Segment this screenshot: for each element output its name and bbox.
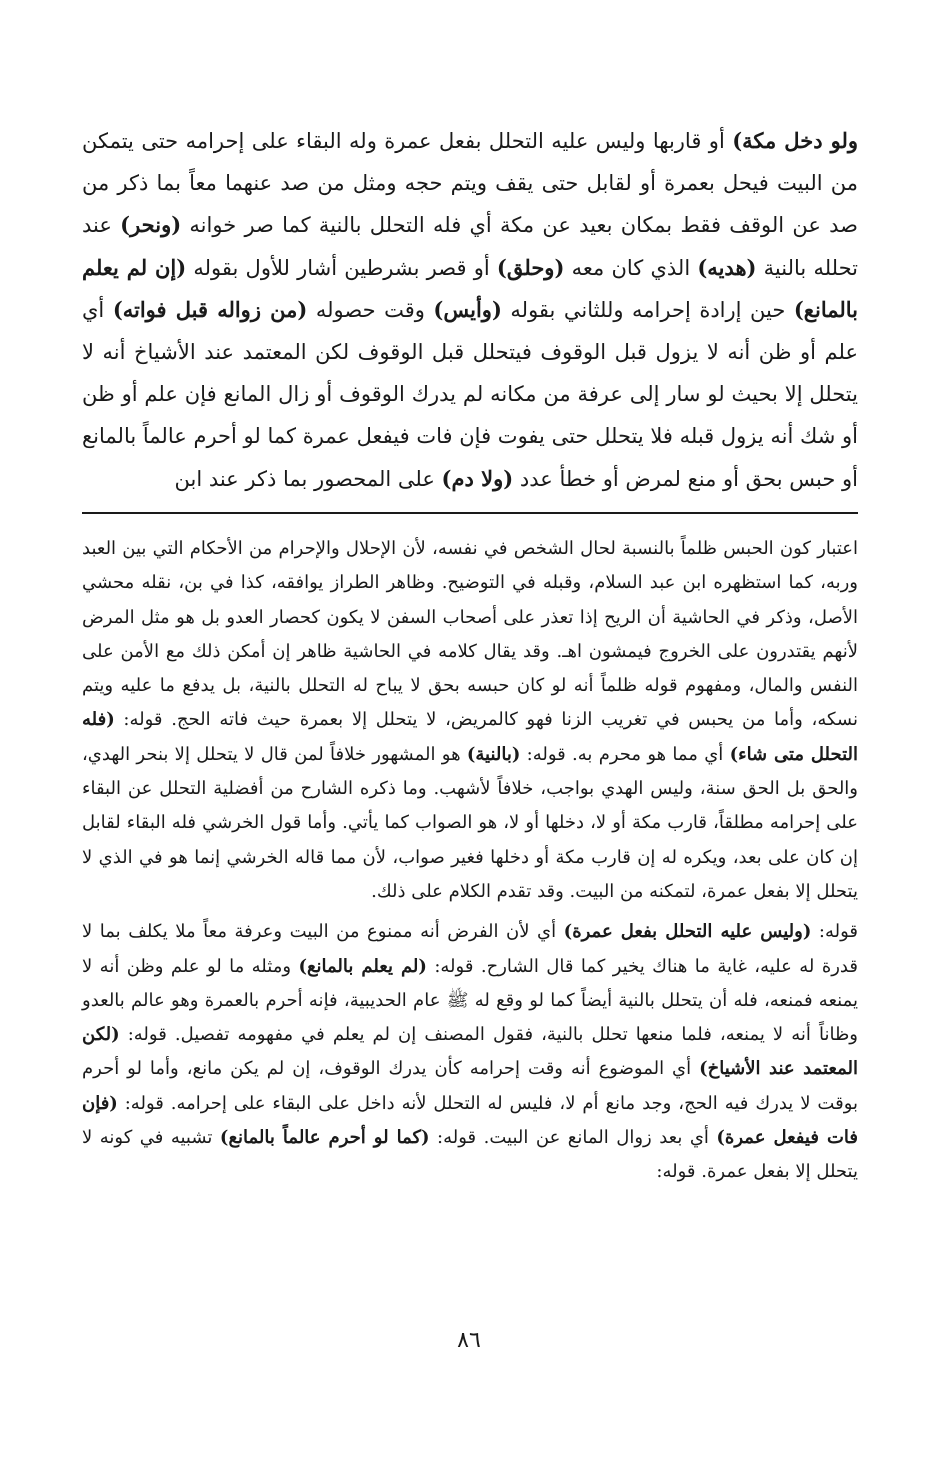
footnote-bold-quote: (كما لو أحرم عالماً بالمانع) [219, 1127, 430, 1149]
main-text-run: أو قاربها وليس عليه التحلل بفعل عمرة وله البقاء على إحرامه حتى يتمكن من البيت فيحل بعمرة أو لقابل حتى يقف ويتم حجه ومثل من صد عنهما معاً بما ذكر من صد عن الوقف فقط بمكان بعيد عن مكة أي فله التحلل بالنية كما صر خوانه [82, 129, 858, 238]
main-text-bold-quote: (إن لم يعلم بالمانع) [82, 254, 858, 322]
main-text-bold-quote: (من زواله قبل فواته) [112, 296, 308, 322]
footnote-run: اعتبار كون الحبس ظلماً بالنسبة لحال الشخص في نفسه، لأن الإحلال والإحرام من الأحكام التي بين العبد وربه، كما استظهره ابن عبد السلام، وقبله في التوضيح. وظاهر الطراز يوافقه، كذا في بن، نقله محشي الأصل، وذكر في الحاشية أن الريح إذا تعذر على أصحاب السفن لا يكون كحصار العدو بل هو مثل المرض لأنهم يقتدرون على الخروج فيمشون اهـ. وقد يقال كلامه في الحاشية ظاهر إن أمكن ذلك مع الأمن على النفس والمال، ومفهوم قوله ظلماً أنه لو كان حبسه بحق لا يباح له التحلل بالنية، بل يدفع ما عليه ويتم نسكه، وأما من يحبس في تغريب الزنا فهو كالمريض، لا يتحلل إلا بعمرة حيث فاته الحج. قوله: [82, 538, 859, 731]
footnote-run: هو المشهور خلافاً لمن قال لا يتحلل إلا بنحر الهدي، والحق بل الحق سنة، وليس الهدي بواجب، خلافاً لأشهب. وما ذكره الشارح من أفضلية التحلل عن البقاء على إحرامه مطلقاً، قارب مكة أو لا، دخلها أو لا، هو الصواب كما يأتي. وأما قول الخرشي فله البقاء لقابل إن كان على بعد، ويكره له إن قارب مكة أو دخلها فغير صواب، لأن مما قاله الخرشي إنما هو في الذي لا يتحلل إلا بفعل عمرة، لتمكنه من البيت. وقد تقدم الكلام على ذلك. [82, 743, 858, 902]
footnote-bold-quote: (بالنية) [466, 743, 521, 765]
main-text-run: حين إرادة إحرامه وللثاني بقوله [501, 297, 794, 322]
footnote-bold-quote: (لم يعلم بالمانع) [298, 955, 427, 977]
main-text-bold-quote: (وأيس) [433, 296, 502, 322]
footnote-commentary [82, 532, 858, 1190]
main-text-run: وقت حصوله [307, 297, 434, 322]
main-text-bold-quote: (وحلق) [496, 254, 565, 280]
page-number: ٨٦ [457, 1328, 481, 1353]
main-text-run: الذي كان معه [564, 255, 698, 280]
main-text-run: أو قصر بشرطين أشار للأول بقوله [186, 255, 497, 280]
main-text-run: عند تحلله بالنية [82, 213, 859, 280]
footnote-paragraph [82, 915, 858, 1189]
footnote-run: قوله: [811, 921, 858, 943]
footnote-paragraph [82, 532, 858, 909]
footnote-run: أي مما هو محرم به. قوله: [520, 743, 730, 765]
main-text-run: أي علم أو ظن أنه لا يزول قبل الوقوف فيتحلل قبل الوقوف لكن المعتمد عند الأشياخ أنه لا يتحلل إلا بحيث لو سار إلى عرفة من مكانه لم يدرك الوقوف أو زال المانع فإن علم أو ظن أو شك أنه يزول قبله فلا يتحلل حتى يفوت فإن فات فيفعل عمرة كما لو أحرم عالماً بالمانع أو حبس بحق أو منع لمرض أو خطأ عدد [82, 297, 858, 491]
footnote-run: ومثله ما لو علم وظن أنه لا يمنعه فمنعه، فله أن يتحلل بالنية أيضاً كما لو وقع له ﷺ عام الحديبية، فإنه أحرم بالعمرة وهو عالم بالعدو وظاناً أنه لا يمنعه، فلما منعها تحلل بالنية، فقول المصنف إن لم يعلم في مفهومه تفصيل. قوله: [82, 955, 858, 1046]
footnote-separator [82, 512, 858, 514]
footnote-run: تشبيه في كونه لا يتحلل إلا بفعل عمرة. قوله: [82, 1127, 858, 1183]
main-text-run: على المحصور بما ذكر عند ابن [174, 466, 442, 491]
main-text-bold-quote: (ولا دم) [441, 465, 514, 491]
footnote-run: أي بعد زوال المانع عن البيت. قوله: [429, 1127, 717, 1149]
main-text [82, 120, 858, 500]
footnote-bold-quote: (فإن فات فيفعل عمرة) [82, 1092, 858, 1149]
main-text-bold-quote: ولو دخل مكة) [732, 128, 858, 153]
main-text-bold-quote: (هديه) [697, 254, 757, 280]
main-text-bold-quote: (ونحر) [120, 212, 182, 238]
footnote-bold-quote: (وليس عليه التحلل بفعل عمرة) [563, 921, 812, 943]
footnote-bold-quote: (فله التحلل متى شاء) [82, 709, 858, 765]
footnote-run: أي لأن الفرض أنه ممنوع من البيت وعرفة معاً ملا يكلف بما لا قدرة له عليه، غاية ما هناك يخير كما قال الشارح. قوله: [82, 921, 858, 977]
footnote-bold-quote: (لكن المعتمد عند الأشياخ) [82, 1024, 859, 1080]
footnote-run: أي الموضوع أنه وقت إحرامه كأن يدرك الوقوف، إن لم يكن مانع، وأما لو أحرم بوقت لا يدرك فيه الحج، وجد مانع أم لا، فليس له التحلل لأنه داخل على البقاء على إحرامه. قوله: [82, 1058, 858, 1114]
